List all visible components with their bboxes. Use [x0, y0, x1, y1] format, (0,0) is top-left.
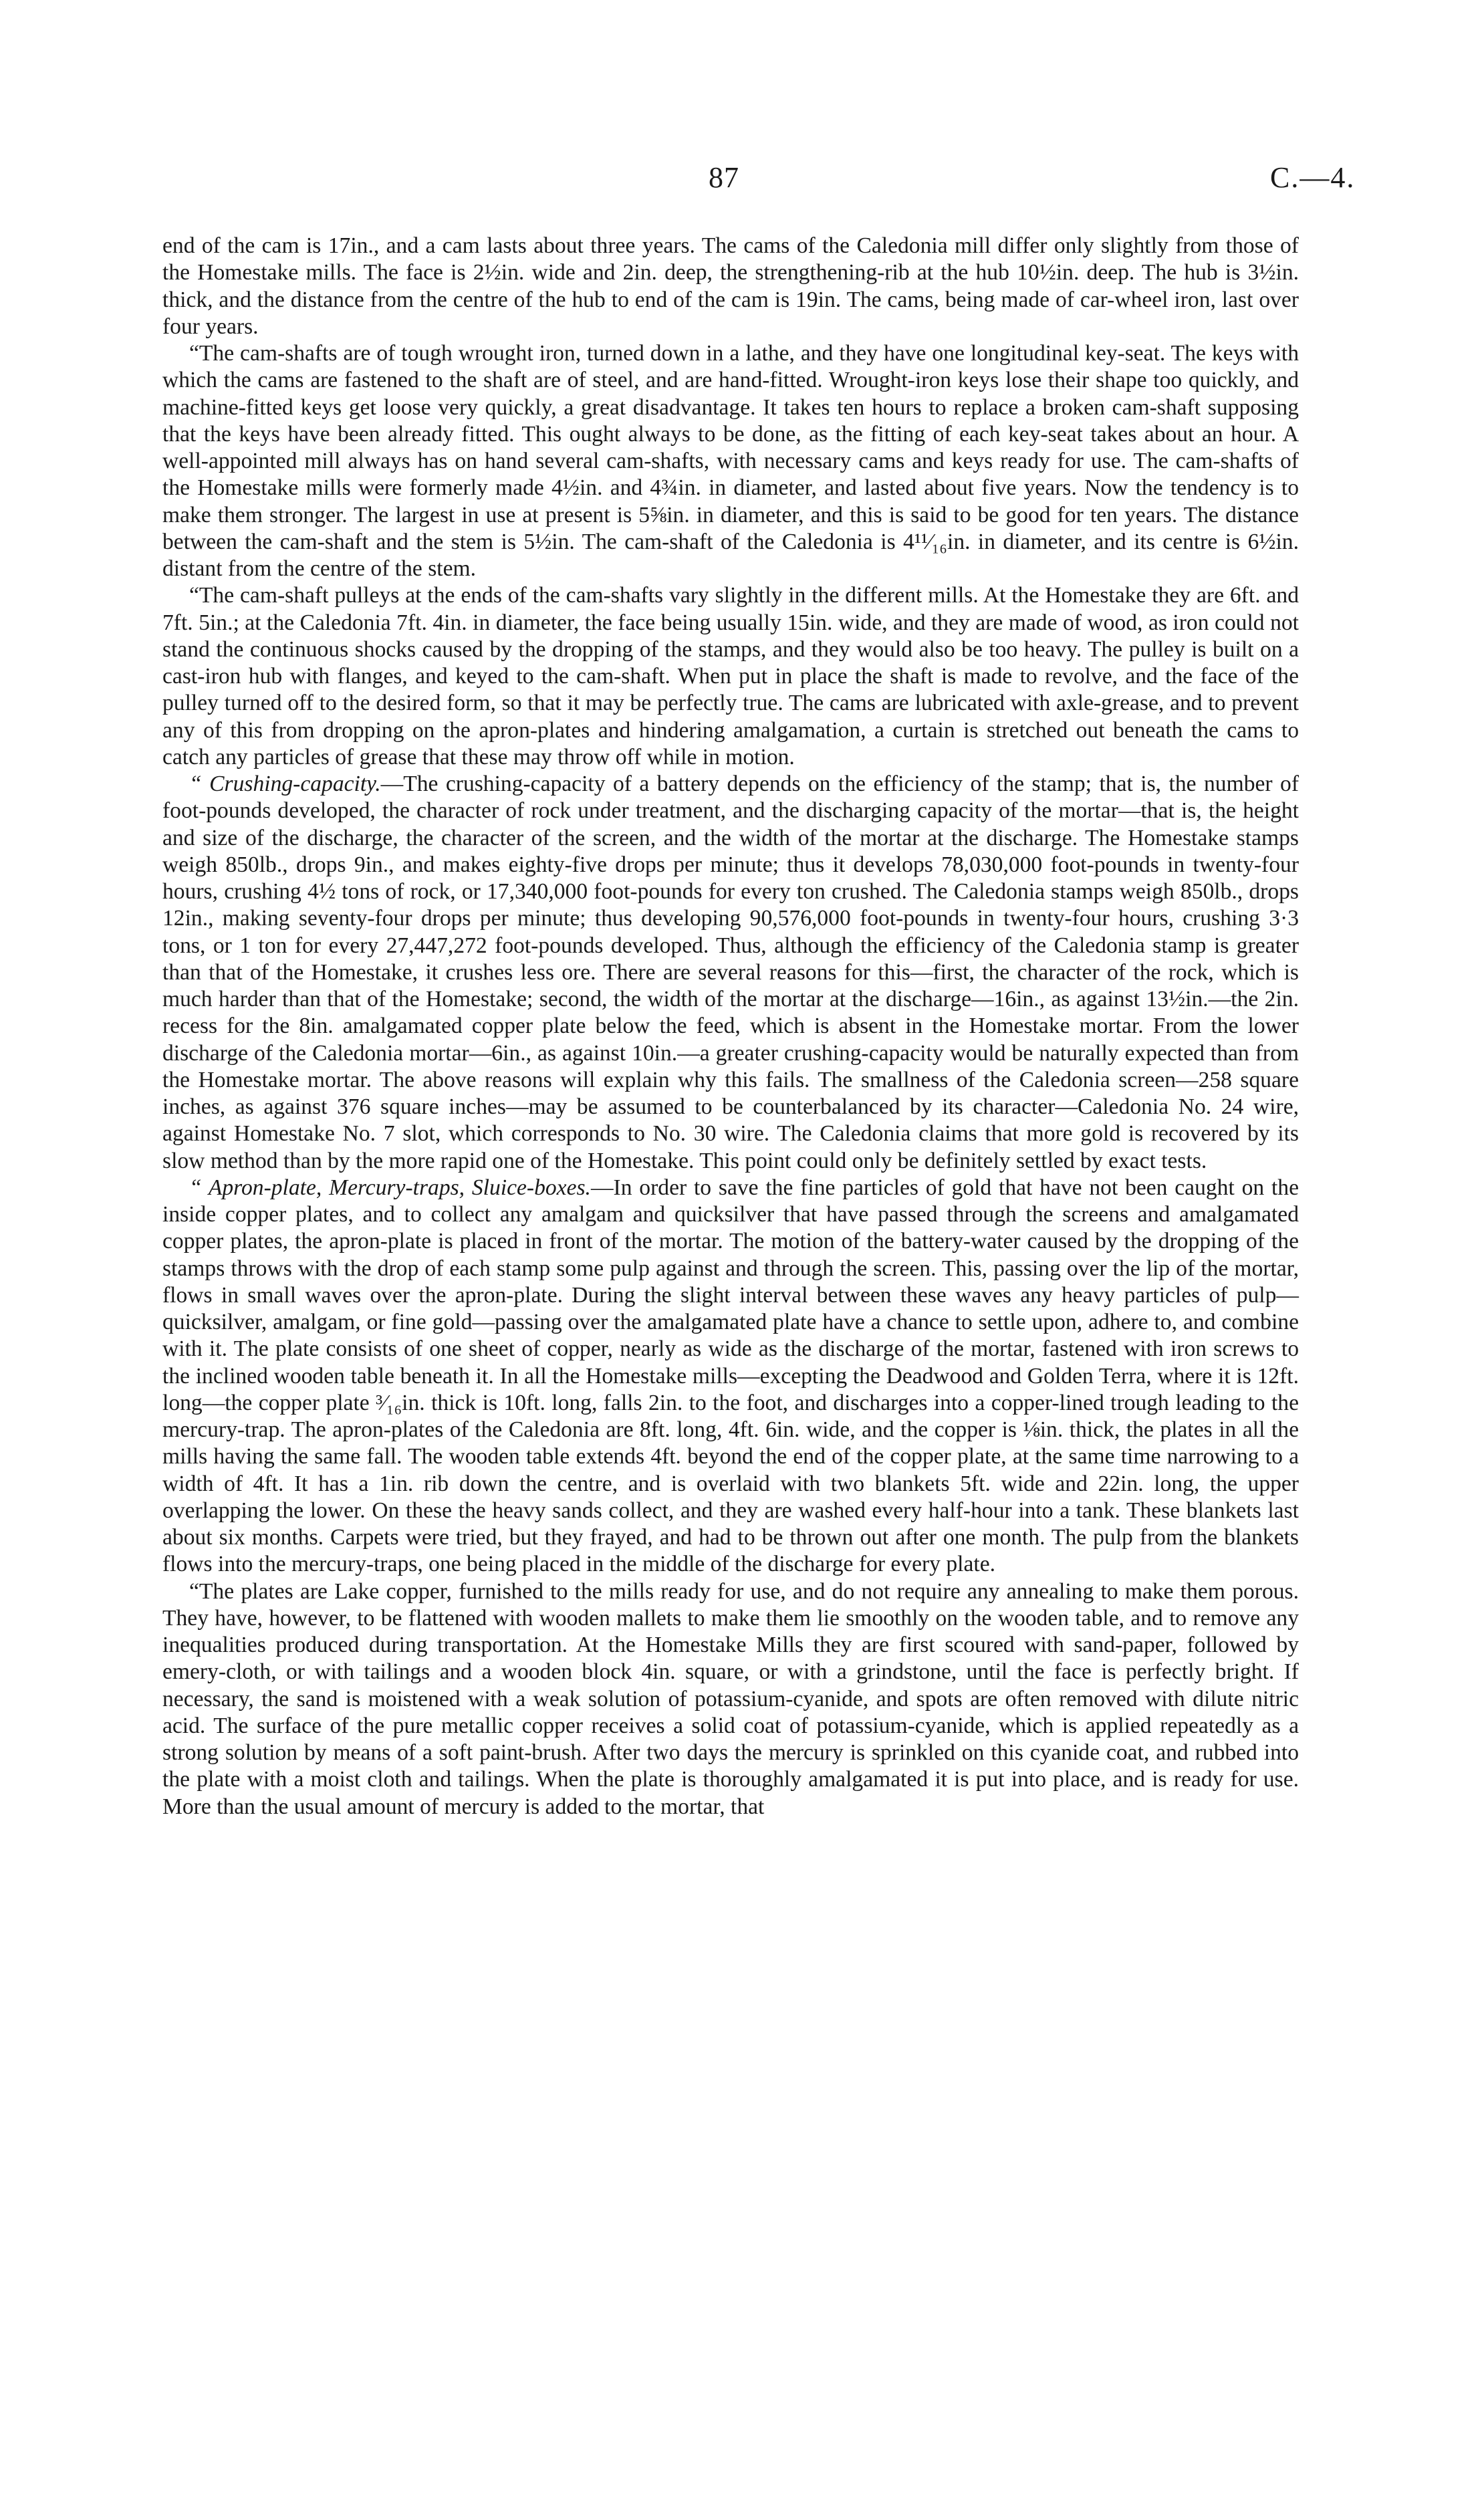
- page-header: [0, 160, 1484, 207]
- series-code: C.—4.: [1270, 161, 1356, 194]
- body-text: [162, 233, 1299, 1820]
- paragraph-crushing-capacity: [162, 771, 1299, 1175]
- paragraph-cam-dimensions: [162, 233, 1299, 340]
- paragraph-cam-shaft-pulleys: [162, 582, 1299, 771]
- paragraph-text: “The cam-shaft pulleys at the ends of the cam-shafts vary slightly in the different mills. At the Homestake they are 6ft. and 7ft. 5in.; at the Caledonia 7ft. 4in. in diameter, the face being usually 15in. wide, and they are made of wood, as iron could not stand the continuous shocks caused by the dropping of the stamps, and they would also be too heavy. The pulley is built on a cast-iron hub with flanges, and keyed to the cam-shaft. When put in place the shaft is made to revolve, and the face of the pulley turned off to the desired form, so that it may be perfectly true. The cams are lubricated with axle-grease, and to prevent any of this from dropping on the apron-plates and hindering amalgamation, a curtain is stretched out beneath the cams to catch any particles of grease that these may throw off while in motion.: [162, 583, 1299, 769]
- paragraph-text: —In order to save the fine particles of gold that have not been caught on the inside copper plates, and to collect any amalgam and quicksilver that have passed through the screens and amalgamated copper plates, the apron-plate is placed in front of the mortar. The motion of the battery-water caused by the dropping of the stamps throws with the drop of each stamp some pulp against and through the screen. This, passing over the lip of the mortar, flows in small waves over the apron-plate. During the slight interval between these waves any heavy particles of pulp—quicksilver, amalgam, or fine gold—passing over the amalgamated plate have a chance to settle upon, adhere to, and combine with it. The plate consists of one sheet of copper, nearly as wide as the discharge of the mortar, fastened with iron screws to the inclined wooden table beneath it. In all the Homestake mills—excepting the Deadwood and Golden Terra, where it is 12ft. long—the copper plate ³⁄₁₆in. thick is 10ft. long, falls 2in. to the foot, and discharges into a copper-lined trough leading to the mercury-trap. The apron-plates of the Caledonia are 8ft. long, 4ft. 6in. wide, and the copper is ⅛in. thick, the plates in all the mills having the same fall. The wooden table extends 4ft. beyond the end of the copper plate, at the same time narrowing to a width of 4ft. It has a 1in. rib down the centre, and is overlaid with two blankets 5ft. wide and 22in. long, the upper overlapping the lower. On these the heavy sands collect, and they are washed every half-hour into a tank. These blankets last about six months. Carpets were tried, but they frayed, and had to be thrown out after one month. The pulp from the blankets flows into the mercury-traps, one being placed in the middle of the discharge for every plate.: [162, 1175, 1299, 1577]
- paragraph-text: “The plates are Lake copper, furnished to the mills ready for use, and do not require any annealing to make them porous. They have, however, to be flattened with wooden mallets to make them lie smoothly on the wooden table, and to remove any inequalities produced during transportation. At the Homestake Mills they are first scoured with sand-paper, followed by emery-cloth, or with tailings and a wooden block 4in. square, or with a grindstone, until the face is perfectly bright. If necessary, the sand is moistened with a weak solution of potassium-cyanide, and spots are often removed with dilute nitric acid. The surface of the pure metallic copper receives a solid coat of potassium-cyanide, which is applied repeatedly as a strong solution by means of a soft paint-brush. After two days the mercury is sprinkled on this cyanide coat, and rubbed into the plate with a moist cloth and tailings. When the plate is thoroughly amalgamated it is put into place, and is ready for use. More than the usual amount of mercury is added to the mortar, that: [162, 1578, 1299, 1819]
- page-number: 87: [709, 161, 739, 194]
- paragraph-apron-plate: [162, 1175, 1299, 1578]
- section-heading-crushing-capacity: “ Crushing-capacity.: [189, 771, 381, 796]
- paragraph-cam-shafts: [162, 340, 1299, 582]
- paragraph-text: end of the cam is 17in., and a cam lasts about three years. The cams of the Caledonia mill differ only slightly from those of the Homestake mills. The face is 2½in. wide and 2in. deep, the strengthening-rib at the hub 10½in. deep. The hub is 3½in. thick, and the distance from the centre of the hub to end of the cam is 19in. The cams, being made of car-wheel iron, last over four years.: [162, 233, 1299, 339]
- paragraph-text: —The crushing-capacity of a battery depends on the efficiency of the stamp; that is, the number of foot-pounds developed, the character of rock under treatment, and the discharging capacity of the mortar—that is, the height and size of the discharge, the character of the screen, and the width of the mortar at the discharge. The Homestake stamps weigh 850lb., drops 9in., and makes eighty-five drops per minute; thus it develops 78,030,000 foot-pounds in twenty-four hours, crushing 4½ tons of rock, or 17,340,000 foot-pounds for every ton crushed. The Caledonia stamps weigh 850lb., drops 12in., making seventy-four drops per minute; thus developing 90,576,000 foot-pounds in twenty-four hours, crushing 3·3 tons, or 1 ton for every 27,447,272 foot-pounds developed. Thus, although the efficiency of the Caledonia stamp is greater than that of the Homestake, it crushes less ore. There are several reasons for this—first, the character of the rock, which is much harder than that of the Homestake; second, the width of the mortar at the discharge—16in., as against 13½in.—the 2in. recess for the 8in. amalgamated copper plate below the feed, which is absent in the Homestake mortar. From the lower discharge of the Caledonia mortar—6in., as against 10in.—a greater crushing-capacity would be naturally expected than from the Homestake mortar. The above reasons will explain why this fails. The smallness of the Caledonia screen—258 square inches, as against 376 square inches—may be assumed to be counterbalanced by its character—Caledonia No. 24 wire, against Homestake No. 7 slot, which corresponds to No. 30 wire. The Caledonia claims that more gold is recovered by its slow method than by the more rapid one of the Homestake. This point could only be definitely settled by exact tests.: [162, 771, 1300, 1173]
- section-heading-apron-plate: “ Apron-plate, Mercury-traps, Sluice-boxes.: [189, 1175, 591, 1200]
- paragraph-text: “The cam-shafts are of tough wrought iron, turned down in a lathe, and they have one longitudinal key-seat. The keys with which the cams are fastened to the shaft are of steel, and are hand-fitted. Wrought-iron keys lose their shape too quickly, and machine-fitted keys get loose very quickly, a great disadvantage. It takes ten hours to replace a broken cam-shaft supposing that the keys have been already fitted. This ought always to be done, as the fitting of each key-seat takes about an hour. A well-appointed mill always has on hand several cam-shafts, with necessary cams and keys ready for use. The cam-shafts of the Homestake mills were formerly made 4½in. and 4¾in. in diameter, and lasted about five years. Now the tendency is to make them stronger. The largest in use at present is 5⅝in. in diameter, and this is said to be good for ten years. The distance between the cam-shaft and the stem is 5½in. The cam-shaft of the Caledonia is 4¹¹⁄₁₆in. in diameter, and its centre is 6½in. distant from the centre of the stem.: [162, 341, 1299, 581]
- paragraph-lake-copper-plates: [162, 1578, 1299, 1820]
